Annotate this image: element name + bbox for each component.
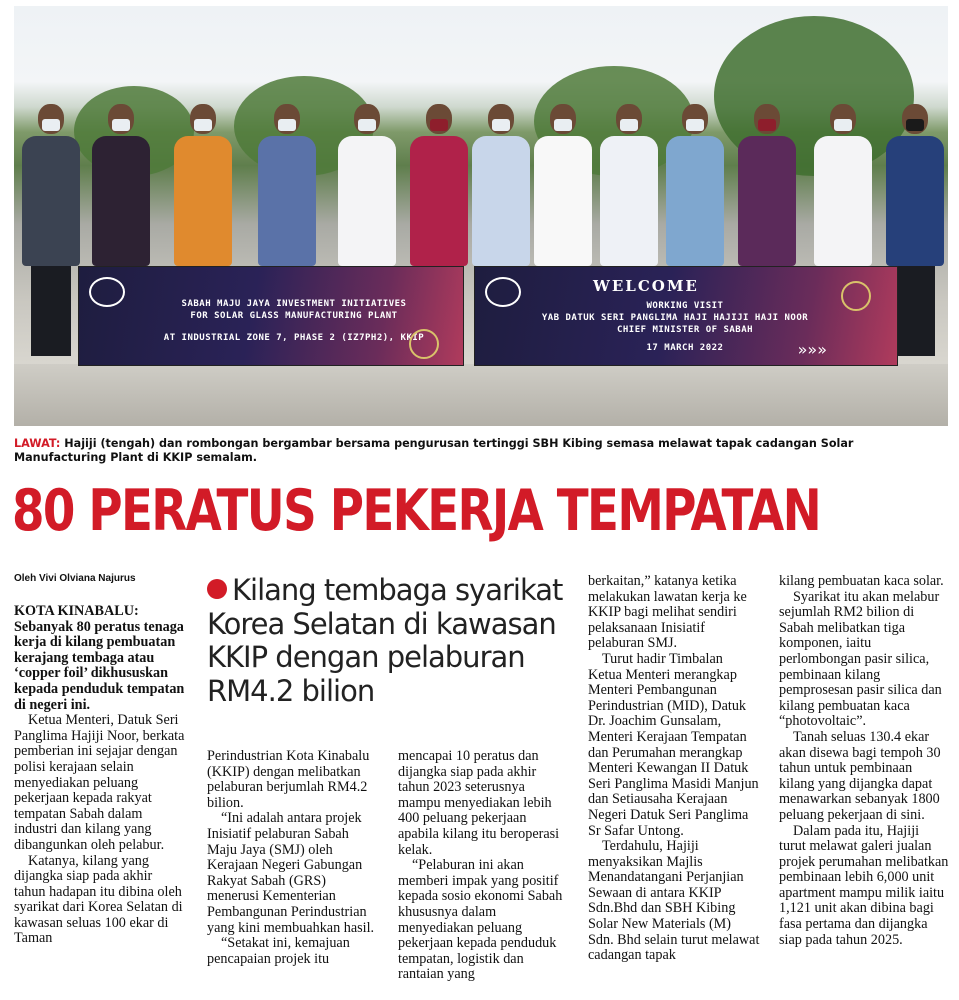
article-paragraph: Syarikat itu akan melabur sejumlah RM2 bilion di Sabah melibatkan tiga komponen, iaitu perlombongan pasir silica, pembinaan kilang pemprosesan pasir silica dan kilang pembuatan kaca “photovoltaic”. bbox=[779, 588, 942, 730]
person bbox=[22, 104, 80, 356]
article-paragraph: “Ini adalah antara projek Inisiatif pelaburan Sabah Maju Jaya (SMJ) oleh Kerajaan Negeri Gabungan Rakyat Sabah (GRS) menerusi Kementerian Pembangunan Perindustrian yang kini membuahkan hasil. bbox=[207, 810, 375, 936]
emblem-icon bbox=[409, 329, 439, 359]
article-column-4 bbox=[588, 574, 760, 964]
article-paragraph: Perindustrian Kota Kinabalu (KKIP) dengan melibatkan pelaburan berjumlah RM4.2 bilion. bbox=[207, 748, 370, 811]
banner-left bbox=[78, 266, 464, 366]
banner-welcome: WELCOME bbox=[593, 277, 699, 295]
article-paragraph: Ketua Menteri, Datuk Seri Panglima Hajiji Noor, berkata pemberian ini sejajar dengan polisi kerajaan selain menyediakan peluang pekerjaan kepada rakyat tempatan Sabah dalam industri dan kilang yang dibangunkan oleh pelabur. bbox=[14, 712, 185, 853]
caption-text: Hajiji (tengah) dan rombongan bergambar bersama pengurusan tertinggi SBH Kibing semasa melawat tapak cadangan Solar Manufacturing Plant di KKIP semalam. bbox=[14, 437, 854, 464]
logo-icon bbox=[89, 277, 125, 307]
article-paragraph: berkaitan,” katanya ketika melakukan lawatan kerja ke KKIP bagi melihat sendiri pelaksanaan Inisiatif pelaburan SMJ. bbox=[588, 573, 747, 652]
article-column-5 bbox=[779, 574, 949, 948]
article-paragraph: Terdahulu, Hajiji menyaksikan Majlis Menandatangani Perjanjian Sewaan di antara KKIP Sdn.Bhd dan SBH Kibing Solar New Materials (M) Sdn. Bhd selain turut melawat cadangan tapak bbox=[588, 838, 760, 964]
pavement bbox=[14, 364, 948, 426]
logo-icon bbox=[485, 277, 521, 307]
article-paragraph: Tanah seluas 130.4 ekar akan disewa bagi tempoh 30 tahun untuk pembinaan kilang yang dijangka dapat menawarkan sebanyak 1800 peluang pekerjaan di sini. bbox=[779, 728, 941, 823]
article-paragraph: mencapai 10 peratus dan dijangka siap pada akhir tahun 2023 seterusnya mampu menyediakan lebih 400 peluang pekerjaan apabila kilang itu beroperasi kelak. bbox=[398, 748, 560, 858]
byline: Oleh Vivi Olviana Najurus bbox=[14, 573, 136, 584]
article-column-3 bbox=[398, 749, 570, 983]
bullet-dot-icon bbox=[207, 579, 227, 599]
banner-left-line3: AT INDUSTRIAL ZONE 7, PHASE 2 (IZ7PH2), KKIP bbox=[163, 333, 425, 343]
emblem-icon bbox=[841, 281, 871, 311]
article-paragraph: Katanya, kilang yang dijangka siap pada akhir tahun hadapan itu dibina oleh syarikat dari Korea Selatan di kawasan seluas 100 ekar di Taman bbox=[14, 852, 183, 947]
standfirst bbox=[207, 574, 579, 708]
article-paragraph: kilang pembuatan kaca solar. bbox=[779, 573, 944, 589]
article-paragraph: Turut hadir Timbalan Ketua Menteri merangkap Menteri Pembangunan Perindustrian (MID), Datuk Dr. Joachim Gunsalam, Menteri Kerajaan Tempatan dan Perumahan merangkap Menteri Kewangan II Datuk Seri Panglima Masidi Manjun dan Setiausaha Kerajaan Negeri Datuk Seri Panglima Sr Safar Untong. bbox=[588, 650, 759, 839]
standfirst-text: Kilang tembaga syarikat Korea Selatan di kawasan KKIP dengan pelaburan RM4.2 bilion bbox=[207, 573, 563, 708]
banner-left-line1: SABAH MAJU JAYA INVESTMENT INITIATIVES bbox=[181, 299, 407, 309]
banner-left-line2: FOR SOLAR GLASS MANUFACTURING PLANT bbox=[190, 311, 398, 321]
banner-right-line3: CHIEF MINISTER OF SABAH bbox=[616, 325, 754, 335]
article-column-2 bbox=[207, 749, 379, 967]
lead-paragraph: Sebanyak 80 peratus tenaga kerja di kilang pembuatan kerajang tembaga atau ‘copper foil’ dikhususkan kepada penduduk tempatan di negeri ini. bbox=[14, 618, 185, 713]
headline: 80 PERATUS PEKERJA TEMPATAN bbox=[12, 478, 821, 544]
banner-right bbox=[474, 266, 898, 366]
banner-date: 17 MARCH 2022 bbox=[646, 343, 724, 353]
article-paragraph: “Setakat ini, kemajuan pencapaian projek itu bbox=[207, 935, 350, 967]
article-column-1 bbox=[14, 604, 186, 947]
dateline: KOTA KINABALU: bbox=[14, 603, 139, 619]
caption-label: LAWAT: bbox=[14, 437, 61, 450]
banner-right-line2: YAB DATUK SERI PANGLIMA HAJI HAJIJI HAJI NOOR bbox=[541, 313, 809, 323]
photo-caption bbox=[14, 437, 948, 465]
banner-right-line1: WORKING VISIT bbox=[646, 301, 724, 311]
news-photo bbox=[14, 6, 948, 426]
chevrons-icon: »»» bbox=[797, 340, 827, 359]
article-paragraph: Dalam pada itu, Hajiji turut melawat galeri jualan projek perumahan melibatkan pembinaan lebih 6,000 unit apartment mampu milik iaitu 1,121 unit akan dibina bagi fasa pertama dan dijangka siap pada tahun 2025. bbox=[779, 822, 949, 948]
article-paragraph: “Pelaburan ini akan memberi impak yang positif kepada sosio ekonomi Sabah khususnya dalam menyediakan peluang pekerjaan kepada penduduk tempatan, logistik dan rantaian yang bbox=[398, 857, 563, 983]
